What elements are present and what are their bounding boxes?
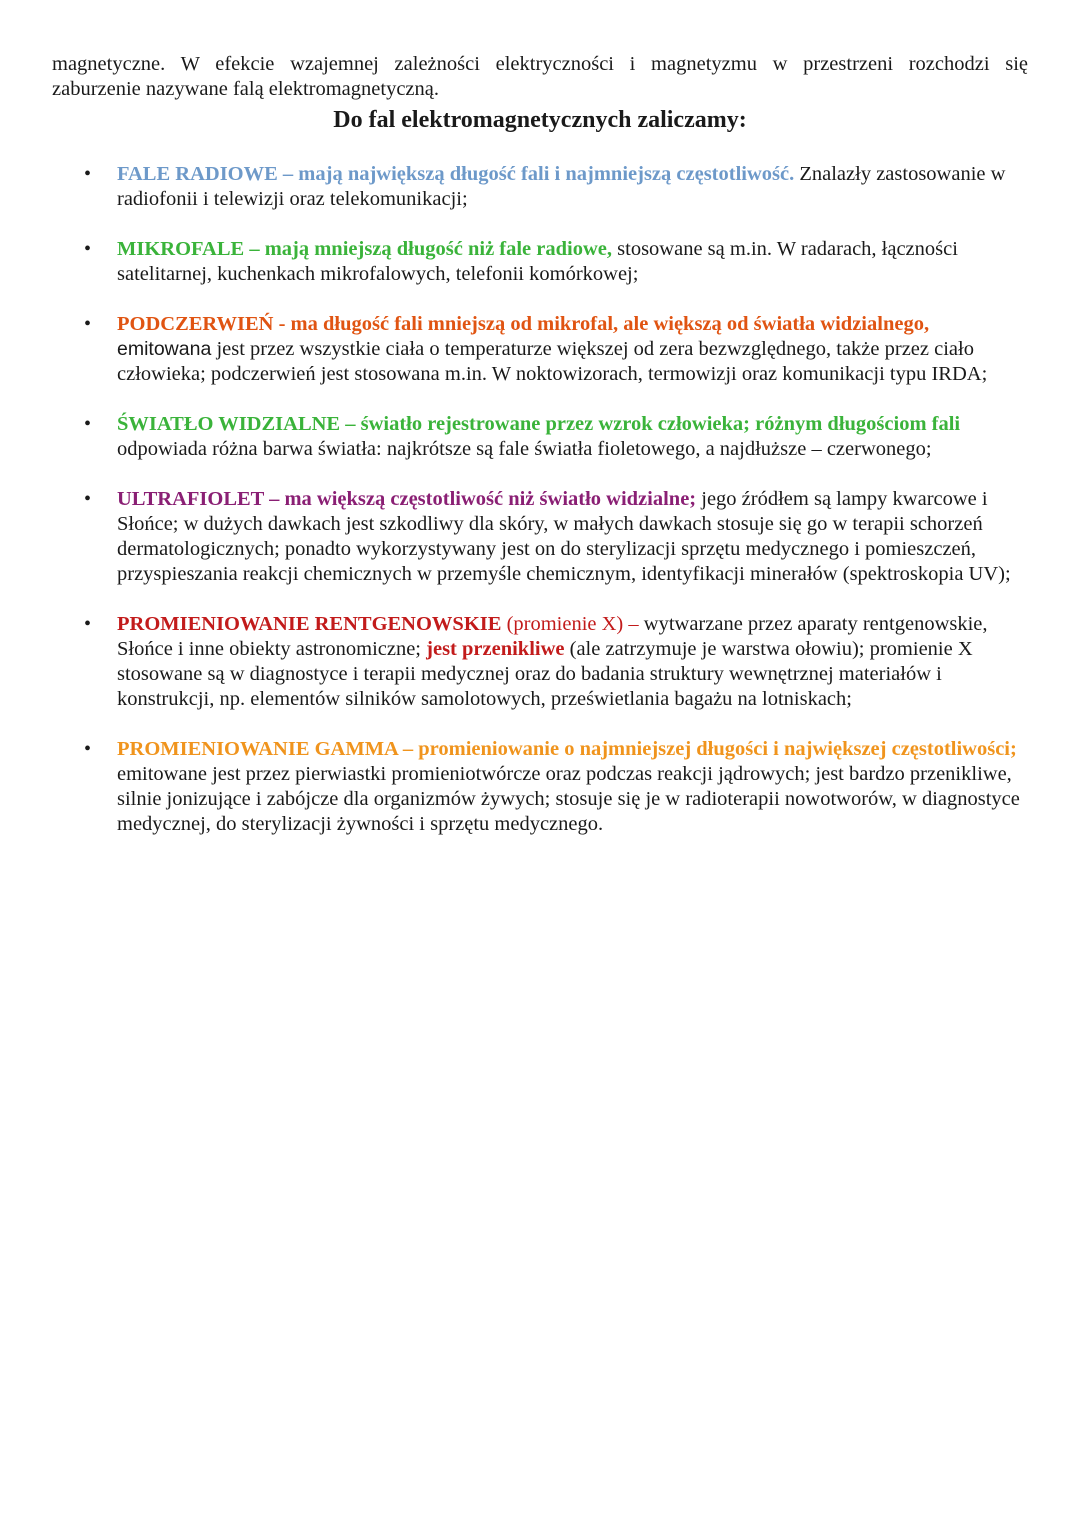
section-heading: Do fal elektromagnetycznych zaliczamy: [333,107,747,133]
item-name: PROMIENIOWANIE RENTGENOWSKIE [117,613,502,635]
item-description: odpowiada różna barwa światła: najkrótsze są fale światła fioletowego, a najdłuższe – czerwonego; [117,438,932,460]
item-description: jego źródłem są lampy kwarcowe i Słońce; w dużych dawkach jest szkodliwy dla skóry, w małych dawkach stosuje się go w terapii schorzeń dermatologicznych; ponadto wykorzystywany jest on do sterylizacji sprzętu medycznego i pomieszczeń, przyspieszania reakcji chemicznych w przemyśle chemicznym, identyfikacji minerałów (spektroskopia UV); [117,488,1011,585]
list-item-microwave [52,237,1028,287]
item-description: emitowane jest przez pierwiastki promieniotwórcze oraz podczas reakcji jądrowych; jest bardzo przenikliwe, silnie jonizujące i zabójcze dla organizmów żywych; stosuje się je w radioterapii nowotworów, w diagnostyce medycznej, do sterylizacji żywności i sprzętu medycznego. [117,763,1020,835]
item-description-colored: – ma większą częstotliwość niż światło widzialne; [263,488,697,510]
bullet: • [84,313,92,335]
bullet: • [84,488,92,510]
bullet: • [84,738,92,760]
list-item-infrared [52,312,1028,387]
item-description-colored: – mają największą długość fali i najmniejszą częstotliwość. [277,163,795,185]
item-highlight: jest przenikliwe [421,638,565,660]
item-description-emphasis: emitowana [117,338,212,360]
item-parenthetical: (promienie X) – [501,613,639,635]
item-name: PODCZERWIEŃ [117,313,274,335]
item-name: PROMIENIOWANIE GAMMA [117,738,398,760]
list-item-visible-light [52,412,1028,462]
item-description-colored: – mają mniejszą długość niż fale radiowe, [244,238,613,260]
item-description: jest przez wszystkie ciała o temperaturze większej od zera bezwzględnego, także przez ciało człowieka; podczerwień jest stosowana m.in. W noktowizorach, termowizji oraz komunikacji typu IRDA; [117,338,988,385]
item-description: (ale zatrzymuje je warstwa ołowiu); promienie X stosowane są w diagnostyce i terapii medycznej oraz do badania struktury wewnętrznej materiałów i konstrukcji, np. elementów silników samolotowych, prześwietlania bagażu na lotniskach; [117,638,973,710]
item-description-colored: – promieniowanie o najmniejszej długości i największej częstotliwości; [397,738,1017,760]
bullet: • [84,613,92,635]
item-description: Znalazły zastosowanie w radiofonii i telewizji oraz telekomunikacji; [117,163,1006,210]
item-name: ŚWIATŁO WIDZIALNE [117,413,341,435]
item-description: stosowane są m.in. W radarach, łączności satelitarnej, kuchenkach mikrofalowych, telefonii komórkowej; [117,238,958,285]
wave-list [52,162,1028,837]
intro-line-2: zaburzenie nazywane falą elektromagnetyczną. [52,78,439,100]
bullet: • [84,238,92,260]
bullet: • [84,163,92,185]
item-name: ULTRAFIOLET [117,488,264,510]
item-description-colored: – światło rejestrowane przez wzrok człowieka; różnym długościom fali [340,413,961,435]
item-name: FALE RADIOWE [117,163,278,185]
list-item-radio [52,162,1028,212]
item-description-colored: - ma długość fali mniejszą od mikrofal, ale większą od światła widzialnego, [273,313,930,335]
list-item-ultraviolet [52,487,1028,587]
item-description-a: wytwarzane przez aparaty rentgenowskie, Słońce i inne obiekty astronomiczne; [117,613,988,660]
list-item-xray [52,612,1028,712]
intro-paragraph [52,52,1028,102]
document-page [52,52,1028,862]
bullet: • [84,413,92,435]
intro-line-1: magnetyczne. W efekcie wzajemnej zależności elektryczności i magnetyzmu w przestrzeni rozchodzi się [52,53,1028,75]
list-item-gamma [52,737,1028,837]
item-name: MIKROFALE [117,238,245,260]
